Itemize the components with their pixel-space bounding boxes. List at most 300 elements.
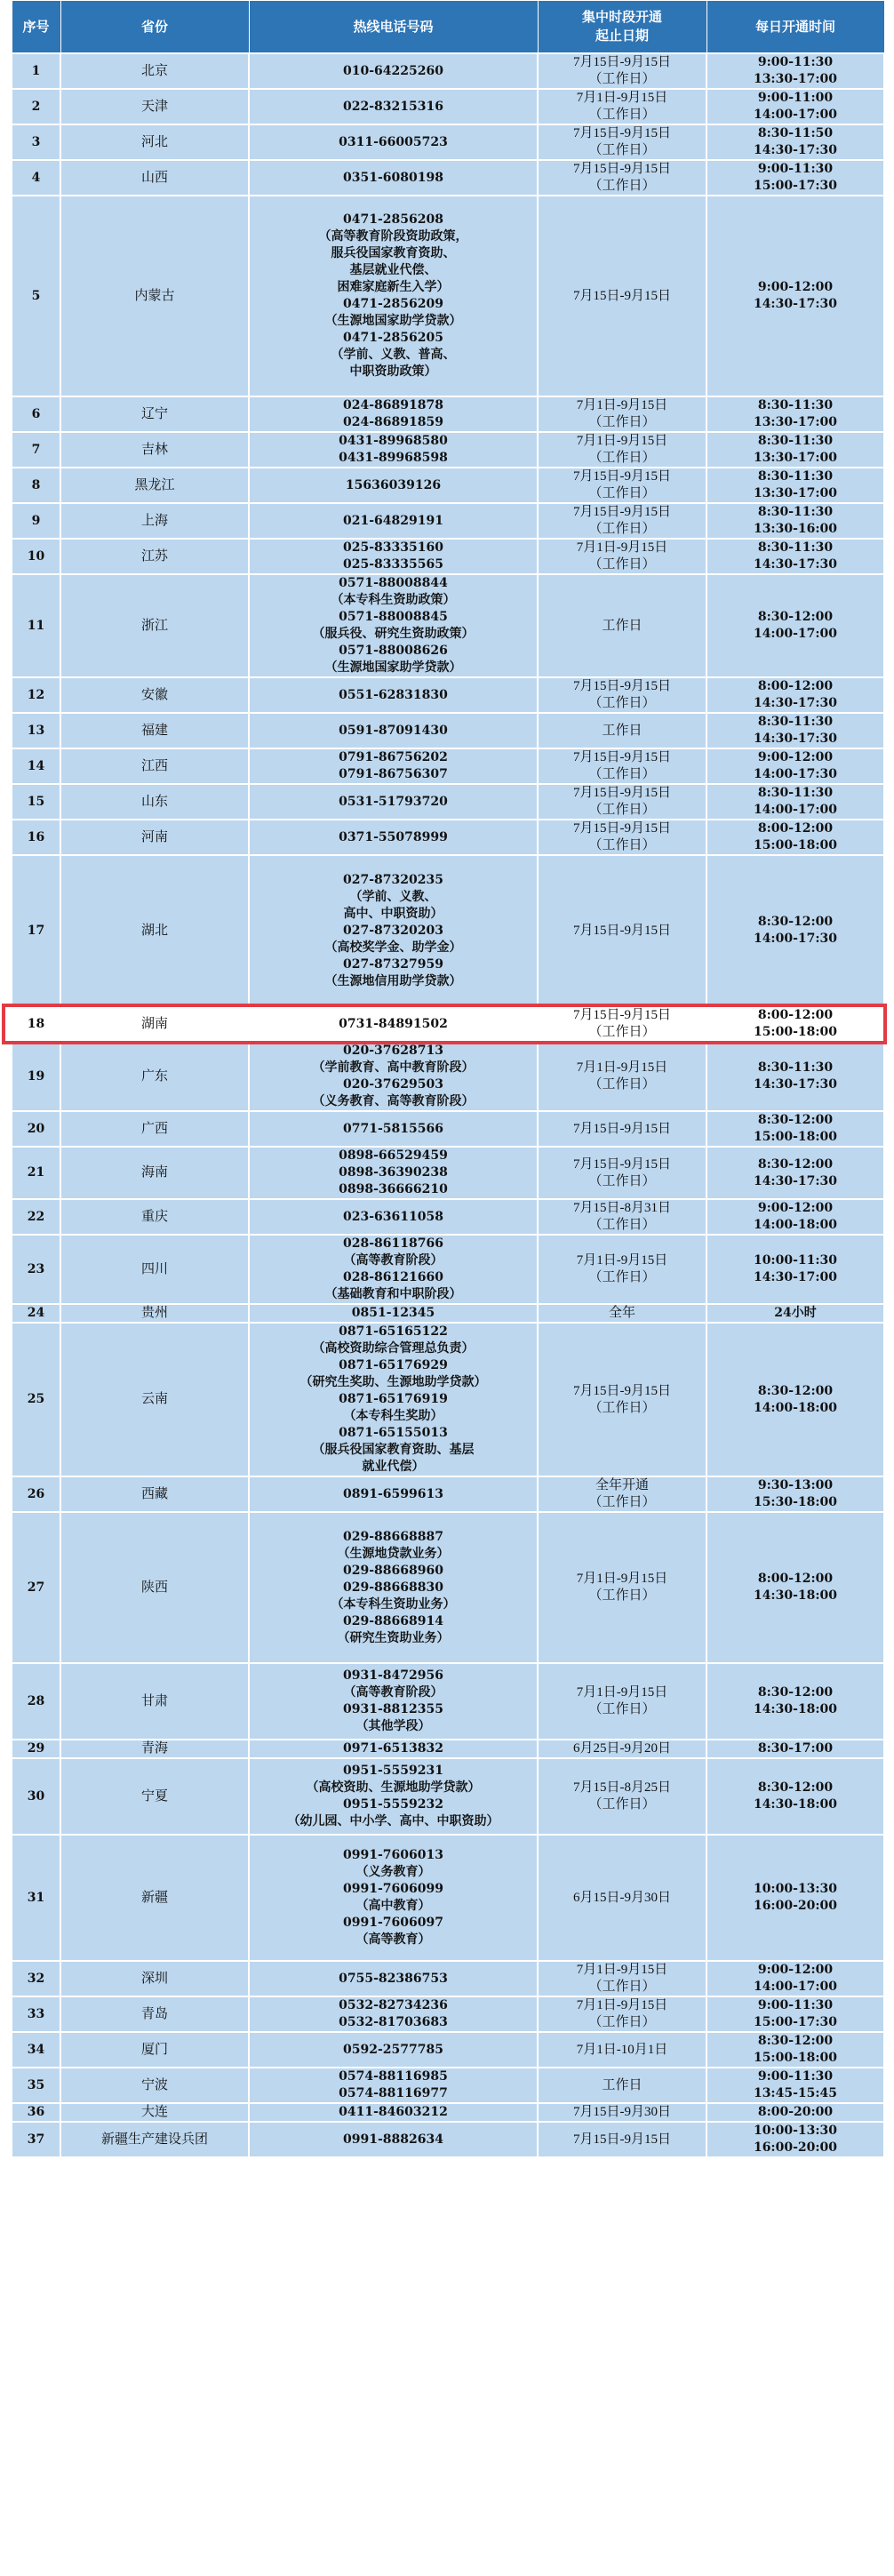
cell-period (538, 784, 706, 820)
cell-daily-hours-line: 15:00-18:00 (753, 1025, 838, 1039)
cell-serial: 2 (12, 89, 60, 124)
cell-hotline (249, 713, 538, 748)
cell-serial: 15 (12, 784, 60, 820)
cell-daily-hours (706, 1006, 884, 1042)
cell-period-line: 7月1日-9月15日 (576, 398, 668, 412)
cell-period (538, 1740, 706, 1758)
cell-province: 四川 (60, 1235, 249, 1304)
cell-serial: 31 (12, 1835, 60, 1961)
cell-daily-hours (706, 784, 884, 820)
cell-daily-hours-line: 8:30-11:30 (757, 540, 834, 555)
cell-province: 贵州 (60, 1304, 249, 1323)
cell-daily-hours-line: 15:00-17:30 (753, 2015, 838, 2029)
cell-hotline-line: 0571-88008626 (339, 644, 448, 658)
cell-province: 云南 (60, 1323, 249, 1476)
cell-daily-hours-line: 8:30-12:00 (757, 1685, 834, 1700)
table-row (12, 1111, 884, 1147)
cell-hotline-line: 0411-84603212 (339, 2105, 448, 2119)
cell-hotline-line: （义务教育） (355, 1865, 431, 1879)
cell-period-line: 工作日 (602, 723, 643, 738)
cell-daily-hours-line: 15:30-18:00 (753, 1495, 838, 1509)
cell-hotline (249, 1199, 538, 1235)
cell-hotline-line: 基层就业代偿、 (349, 263, 437, 277)
cell-period-line: （工作日） (588, 1270, 656, 1284)
cell-daily-hours (706, 1740, 884, 1758)
cell-hotline-line: 0898-36390238 (339, 1165, 448, 1180)
cell-hotline-line: 0931-8812355 (343, 1702, 443, 1716)
table-header-row (12, 1, 884, 54)
cell-hotline-line: 028-86118766 (343, 1236, 443, 1251)
cell-daily-hours-line: 8:00-20:00 (757, 2105, 834, 2119)
cell-hotline (249, 855, 538, 1006)
cell-daily-hours-line: 15:00-18:00 (753, 838, 838, 852)
cell-period-line: 7月15日-9月15日 (573, 1383, 671, 1398)
cell-hotline-line: 0851-12345 (351, 1306, 435, 1320)
cell-hotline-line: （高校奖学金、助学金） (324, 940, 462, 955)
cell-period (538, 574, 706, 677)
cell-hotline-line: （基础教育和中职阶段） (324, 1287, 462, 1301)
cell-daily-hours-line: 13:30-16:00 (753, 522, 838, 536)
cell-province: 厦门 (60, 2032, 249, 2068)
cell-hotline (249, 2068, 538, 2103)
cell-period-line: 全年开通 (595, 1478, 649, 1492)
cell-hotline (249, 124, 538, 160)
cell-period-line: （工作日） (588, 1400, 656, 1415)
cell-hotline-line: 0531-51793720 (339, 794, 448, 809)
cell-hotline (249, 1147, 538, 1199)
cell-daily-hours (706, 713, 884, 748)
cell-period (538, 2032, 706, 2068)
cell-province: 安徽 (60, 677, 249, 713)
cell-hotline-line: 023-63611058 (343, 1209, 443, 1224)
cell-hotline (249, 1740, 538, 1758)
table-row (12, 2068, 884, 2103)
cell-serial: 21 (12, 1147, 60, 1199)
cell-period (538, 1042, 706, 1111)
cell-province: 新疆生产建设兵团 (60, 2122, 249, 2157)
cell-hotline-line: 0471-2856208 (343, 212, 443, 227)
header-province: 省份 (60, 1, 249, 54)
cell-serial: 11 (12, 574, 60, 677)
cell-daily-hours (706, 196, 884, 396)
cell-period (538, 468, 706, 503)
cell-daily-hours (706, 1304, 884, 1323)
cell-hotline-line: 0791-86756307 (339, 767, 448, 781)
cell-serial: 34 (12, 2032, 60, 2068)
cell-serial: 30 (12, 1758, 60, 1835)
cell-hotline (249, 1758, 538, 1835)
cell-hotline-line: 028-86121660 (343, 1270, 443, 1284)
cell-hotline (249, 2032, 538, 2068)
cell-daily-hours (706, 1042, 884, 1111)
table-row (12, 1512, 884, 1663)
cell-period (538, 2103, 706, 2122)
table-row (12, 1663, 884, 1740)
cell-hotline-line: （义务教育、高等教育阶段） (312, 1094, 475, 1108)
cell-hotline-line: 15636039126 (345, 477, 442, 492)
cell-hotline (249, 53, 538, 89)
cell-period-line: （工作日） (588, 2015, 656, 2029)
cell-period-line: 7月1日-9月15日 (576, 1253, 668, 1268)
cell-hotline (249, 1961, 538, 1996)
cell-period (538, 1304, 706, 1323)
table-row (12, 1996, 884, 2032)
cell-hotline-line: （学前、义教、普高、 (331, 348, 456, 362)
cell-daily-hours (706, 1476, 884, 1512)
cell-province: 深圳 (60, 1961, 249, 1996)
cell-daily-hours-line: 14:00-17:00 (753, 108, 838, 122)
cell-hotline-line: 0791-86756202 (339, 750, 448, 764)
cell-hotline (249, 1512, 538, 1663)
cell-hotline (249, 1323, 538, 1476)
cell-hotline (249, 89, 538, 124)
cell-daily-hours-line: 8:30-12:00 (757, 1780, 834, 1795)
cell-daily-hours-line: 14:30-17:00 (753, 1270, 838, 1284)
cell-hotline-line: （本专科生资助政策） (331, 593, 456, 607)
cell-hotline (249, 748, 538, 784)
cell-daily-hours-line: 8:30-17:00 (757, 1741, 834, 1756)
cell-hotline-line: 中职资助政策） (349, 364, 437, 379)
cell-hotline-line: 0532-81703683 (339, 2015, 448, 2029)
cell-hotline-line: 0898-66529459 (339, 1148, 448, 1163)
cell-daily-hours-line: 14:30-18:00 (753, 1702, 838, 1716)
cell-hotline-line: 029-88668830 (343, 1580, 443, 1595)
cell-period (538, 1476, 706, 1512)
cell-period-line: （工作日） (588, 1218, 656, 1232)
cell-hotline-line: 020-37629503 (343, 1077, 443, 1092)
cell-serial: 33 (12, 1996, 60, 2032)
cell-hotline-line: （高等教育阶段） (343, 1685, 443, 1700)
cell-daily-hours (706, 1147, 884, 1199)
cell-daily-hours-line: 9:00-12:00 (757, 1963, 834, 1977)
cell-hotline-line: 027-87320203 (343, 923, 443, 938)
cell-hotline-line: （生源地贷款业务） (337, 1546, 450, 1561)
table-row (12, 2103, 884, 2122)
cell-period-line: 7月15日-9月15日 (573, 786, 671, 800)
cell-period-line: 工作日 (602, 2077, 643, 2092)
cell-hotline-line: 0755-82386753 (339, 1971, 448, 1986)
cell-province: 青岛 (60, 1996, 249, 2032)
cell-daily-hours-line: 8:30-12:00 (757, 1383, 834, 1398)
cell-province: 浙江 (60, 574, 249, 677)
cell-hotline-line: 0871-65155013 (339, 1426, 448, 1440)
cell-hotline-line: 0898-36666210 (339, 1182, 448, 1196)
cell-period-line: 7月15日-9月15日 (573, 1156, 671, 1172)
cell-period-line: 全年 (608, 1306, 635, 1320)
cell-daily-hours-line: 8:30-11:50 (757, 126, 834, 140)
cell-daily-hours (706, 1758, 884, 1835)
cell-hotline-line: 022-83215316 (343, 99, 443, 114)
cell-period-line: （工作日） (588, 486, 656, 500)
cell-hotline-line: 0871-65176919 (339, 1392, 448, 1406)
cell-serial: 12 (12, 677, 60, 713)
cell-province: 广东 (60, 1042, 249, 1111)
cell-daily-hours-line: 8:30-11:30 (757, 434, 834, 448)
cell-daily-hours (706, 1235, 884, 1304)
header-daily-hours: 每日开通时间 (706, 1, 884, 54)
cell-daily-hours-line: 13:30-17:00 (753, 72, 838, 86)
cell-province: 上海 (60, 503, 249, 539)
cell-hotline-line: 困难家庭新生入学） (337, 280, 450, 294)
cell-province: 新疆 (60, 1835, 249, 1961)
cell-daily-hours-line: 14:00-17:30 (753, 932, 838, 946)
cell-daily-hours-line: 10:00-13:30 (753, 2124, 838, 2138)
cell-period-line: 7月15日-9月15日 (573, 162, 671, 176)
cell-period-line: （工作日） (588, 179, 656, 193)
cell-daily-hours-line: 14:30-17:30 (753, 732, 838, 746)
cell-daily-hours-line: 14:30-17:30 (753, 557, 838, 572)
cell-hotline-line: 0571-88008844 (339, 576, 448, 590)
cell-province: 黑龙江 (60, 468, 249, 503)
cell-province: 河北 (60, 124, 249, 160)
cell-daily-hours-line: 8:30-11:30 (757, 505, 834, 519)
cell-hotline-line: （生源地国家助学贷款） (324, 660, 462, 675)
cell-hotline-line: 0971-6513832 (343, 1741, 443, 1756)
cell-hotline-line: （高中教育） (355, 1899, 431, 1913)
cell-serial: 14 (12, 748, 60, 784)
cell-hotline-line: 0871-65176929 (339, 1358, 448, 1372)
cell-daily-hours-line: 13:30-17:00 (753, 486, 838, 500)
cell-hotline (249, 503, 538, 539)
cell-hotline-line: （研究生奖助、生源地助学贷款） (299, 1375, 487, 1389)
cell-period-line: 6月25日-9月20日 (573, 1741, 671, 1756)
cell-daily-hours-line: 9:00-11:30 (757, 162, 834, 176)
cell-period-line: （工作日） (588, 1980, 656, 1994)
cell-province: 天津 (60, 89, 249, 124)
cell-hotline (249, 677, 538, 713)
table-row (12, 539, 884, 574)
cell-daily-hours-line: 8:30-11:30 (757, 1060, 834, 1075)
cell-daily-hours-line: 10:00-13:30 (753, 1882, 838, 1896)
cell-serial: 32 (12, 1961, 60, 1996)
cell-serial: 26 (12, 1476, 60, 1512)
cell-serial: 37 (12, 2122, 60, 2157)
cell-hotline (249, 1996, 538, 2032)
cell-province: 广西 (60, 1111, 249, 1147)
cell-period-line: 7月15日-8月25日 (573, 1780, 671, 1795)
cell-hotline (249, 196, 538, 396)
cell-daily-hours-line: 8:30-11:30 (757, 715, 834, 729)
cell-serial: 19 (12, 1042, 60, 1111)
cell-serial: 24 (12, 1304, 60, 1323)
cell-serial: 16 (12, 820, 60, 855)
cell-daily-hours-line: 14:00-17:00 (753, 627, 838, 641)
cell-period (538, 1199, 706, 1235)
cell-daily-hours-line: 10:00-11:30 (753, 1253, 838, 1268)
cell-period-line: 7月15日-9月15日 (573, 1008, 671, 1022)
cell-daily-hours (706, 748, 884, 784)
table-row (12, 574, 884, 677)
cell-daily-hours-line: 16:00-20:00 (753, 1899, 838, 1913)
cell-province: 江西 (60, 748, 249, 784)
cell-hotline-line: （高等教育阶段资助政策， (318, 229, 468, 244)
table-row (12, 713, 884, 748)
cell-province: 宁夏 (60, 1758, 249, 1835)
cell-period-line: （工作日） (588, 1702, 656, 1716)
cell-province: 宁波 (60, 2068, 249, 2103)
table-body (12, 53, 884, 2157)
cell-hotline-line: 0951-5559232 (343, 1797, 443, 1812)
cell-province: 陕西 (60, 1512, 249, 1663)
cell-daily-hours (706, 124, 884, 160)
cell-daily-hours-line: 9:00-11:00 (757, 91, 834, 105)
cell-hotline-line: （高等教育阶段） (343, 1253, 443, 1268)
cell-hotline-line: 025-83335565 (343, 557, 443, 572)
cell-period-line: （工作日） (588, 1173, 656, 1188)
cell-hotline-line: 010-64225260 (343, 63, 443, 78)
cell-serial: 1 (12, 53, 60, 89)
cell-daily-hours-line: 16:00-20:00 (753, 2140, 838, 2155)
cell-daily-hours-line: 14:30-18:00 (753, 1797, 838, 1812)
cell-period (538, 1147, 706, 1199)
cell-period (538, 124, 706, 160)
table-row (12, 432, 884, 468)
cell-hotline (249, 2122, 538, 2157)
cell-daily-hours-line: 14:30-18:00 (753, 1588, 838, 1603)
cell-daily-hours-line: 8:30-12:00 (757, 610, 834, 624)
cell-daily-hours-line: 8:30-11:30 (757, 469, 834, 484)
cell-period-line: （工作日） (588, 143, 656, 157)
cell-period-line: （工作日） (588, 767, 656, 781)
cell-serial: 18 (12, 1006, 60, 1042)
cell-province: 吉林 (60, 432, 249, 468)
cell-daily-hours-line: 9:00-12:00 (757, 280, 834, 294)
cell-hotline (249, 1835, 538, 1961)
cell-period (538, 1663, 706, 1740)
cell-daily-hours (706, 1512, 884, 1663)
cell-daily-hours (706, 432, 884, 468)
cell-daily-hours (706, 677, 884, 713)
table-row (12, 160, 884, 196)
table-row (12, 1961, 884, 1996)
cell-hotline-line: 0991-7606097 (343, 1916, 443, 1930)
cell-daily-hours-line: 9:00-11:30 (757, 55, 834, 69)
cell-hotline (249, 1663, 538, 1740)
cell-serial: 29 (12, 1740, 60, 1758)
cell-period-line: 7月15日-9月15日 (573, 2132, 671, 2147)
cell-hotline-line: （服兵役、研究生资助政策） (312, 627, 475, 641)
cell-period-line: （工作日） (588, 108, 656, 122)
table-row (12, 1758, 884, 1835)
cell-hotline (249, 396, 538, 432)
table-row (12, 89, 884, 124)
cell-province: 福建 (60, 713, 249, 748)
cell-hotline-line: 021-64829191 (343, 513, 443, 528)
cell-serial: 27 (12, 1512, 60, 1663)
cell-hotline-line: （幼儿园、中小学、高中、中职资助） (287, 1814, 499, 1828)
cell-daily-hours-line: 14:30-17:30 (753, 297, 838, 311)
cell-hotline-line: 0571-88008845 (339, 610, 448, 624)
cell-daily-hours (706, 1835, 884, 1961)
cell-period (538, 2068, 706, 2103)
cell-hotline (249, 160, 538, 196)
cell-period (538, 2122, 706, 2157)
header-serial: 序号 (12, 1, 60, 54)
cell-hotline (249, 820, 538, 855)
table-row (12, 196, 884, 396)
cell-province: 重庆 (60, 1199, 249, 1235)
cell-period (538, 1006, 706, 1042)
cell-hotline-line: 服兵役国家教育资助、 (331, 246, 456, 260)
table-row (12, 748, 884, 784)
cell-hotline (249, 784, 538, 820)
cell-period-line: 7月1日-9月15日 (576, 91, 668, 105)
cell-daily-hours (706, 89, 884, 124)
cell-hotline-line: 029-88668960 (343, 1563, 443, 1578)
cell-period-line: （工作日） (588, 696, 656, 710)
header-period-line-2: 起止日期 (595, 28, 649, 44)
cell-period-line: 7月15日-9月15日 (573, 505, 671, 519)
cell-period-line: 7月1日-9月15日 (576, 434, 668, 448)
cell-period (538, 1512, 706, 1663)
cell-province: 山东 (60, 784, 249, 820)
cell-daily-hours-line: 8:00-12:00 (757, 1572, 834, 1586)
cell-province: 湖南 (60, 1006, 249, 1042)
table-row (12, 1235, 884, 1304)
cell-hotline-line: （生源地信用助学贷款） (324, 973, 462, 988)
cell-daily-hours-line: 14:30-17:30 (753, 1173, 838, 1188)
cell-hotline-line: 0991-7606099 (343, 1882, 443, 1896)
cell-period (538, 160, 706, 196)
cell-hotline (249, 1235, 538, 1304)
cell-daily-hours-line: 8:00-12:00 (757, 821, 834, 836)
cell-hotline (249, 1042, 538, 1111)
cell-daily-hours (706, 1111, 884, 1147)
cell-daily-hours-line: 8:30-12:00 (757, 1113, 834, 1127)
hotline-table-container (11, 0, 883, 2158)
cell-period (538, 1996, 706, 2032)
table-row (12, 1006, 884, 1042)
cell-daily-hours-line: 9:00-12:00 (757, 1201, 834, 1215)
cell-period-line: 7月15日-9月15日 (573, 750, 671, 764)
cell-daily-hours-line: 14:30-17:30 (753, 696, 838, 710)
cell-period (538, 1235, 706, 1304)
cell-hotline-line: （高校资助综合管理总负责） (312, 1341, 475, 1356)
cell-hotline-line: 0592-2577785 (343, 2042, 443, 2057)
cell-daily-hours-line: 24小时 (774, 1306, 817, 1320)
cell-period-line: 7月1日-9月15日 (576, 540, 668, 555)
cell-hotline-line: （本专科生奖助） (343, 1409, 443, 1423)
cell-daily-hours (706, 539, 884, 574)
cell-period (538, 53, 706, 89)
table-row (12, 855, 884, 1006)
cell-daily-hours (706, 855, 884, 1006)
cell-province: 湖北 (60, 855, 249, 1006)
cell-serial: 25 (12, 1323, 60, 1476)
cell-hotline (249, 1111, 538, 1147)
table-row (12, 396, 884, 432)
cell-hotline-line: 0991-7606013 (343, 1848, 443, 1862)
cell-daily-hours (706, 2122, 884, 2157)
cell-daily-hours (706, 1996, 884, 2032)
cell-hotline-line: 0431-89968580 (339, 434, 448, 448)
cell-serial: 20 (12, 1111, 60, 1147)
cell-period-line: （工作日） (588, 1077, 656, 1092)
cell-hotline-line: （服兵役国家教育资助、基层 (312, 1443, 475, 1457)
cell-daily-hours (706, 2103, 884, 2122)
cell-daily-hours-line: 14:30-17:30 (753, 1077, 838, 1092)
cell-period-line: 7月15日-9月30日 (573, 2105, 671, 2119)
cell-period-line: （工作日） (588, 1588, 656, 1603)
table-row (12, 1476, 884, 1512)
table-row (12, 468, 884, 503)
cell-period (538, 1961, 706, 1996)
cell-serial: 36 (12, 2103, 60, 2122)
cell-daily-hours-line: 8:00-12:00 (757, 1008, 834, 1022)
cell-period-line: （工作日） (588, 451, 656, 465)
cell-period-line: 7月15日-9月15日 (573, 126, 671, 140)
cell-hotline-line: （本专科生资助业务） (331, 1596, 456, 1612)
